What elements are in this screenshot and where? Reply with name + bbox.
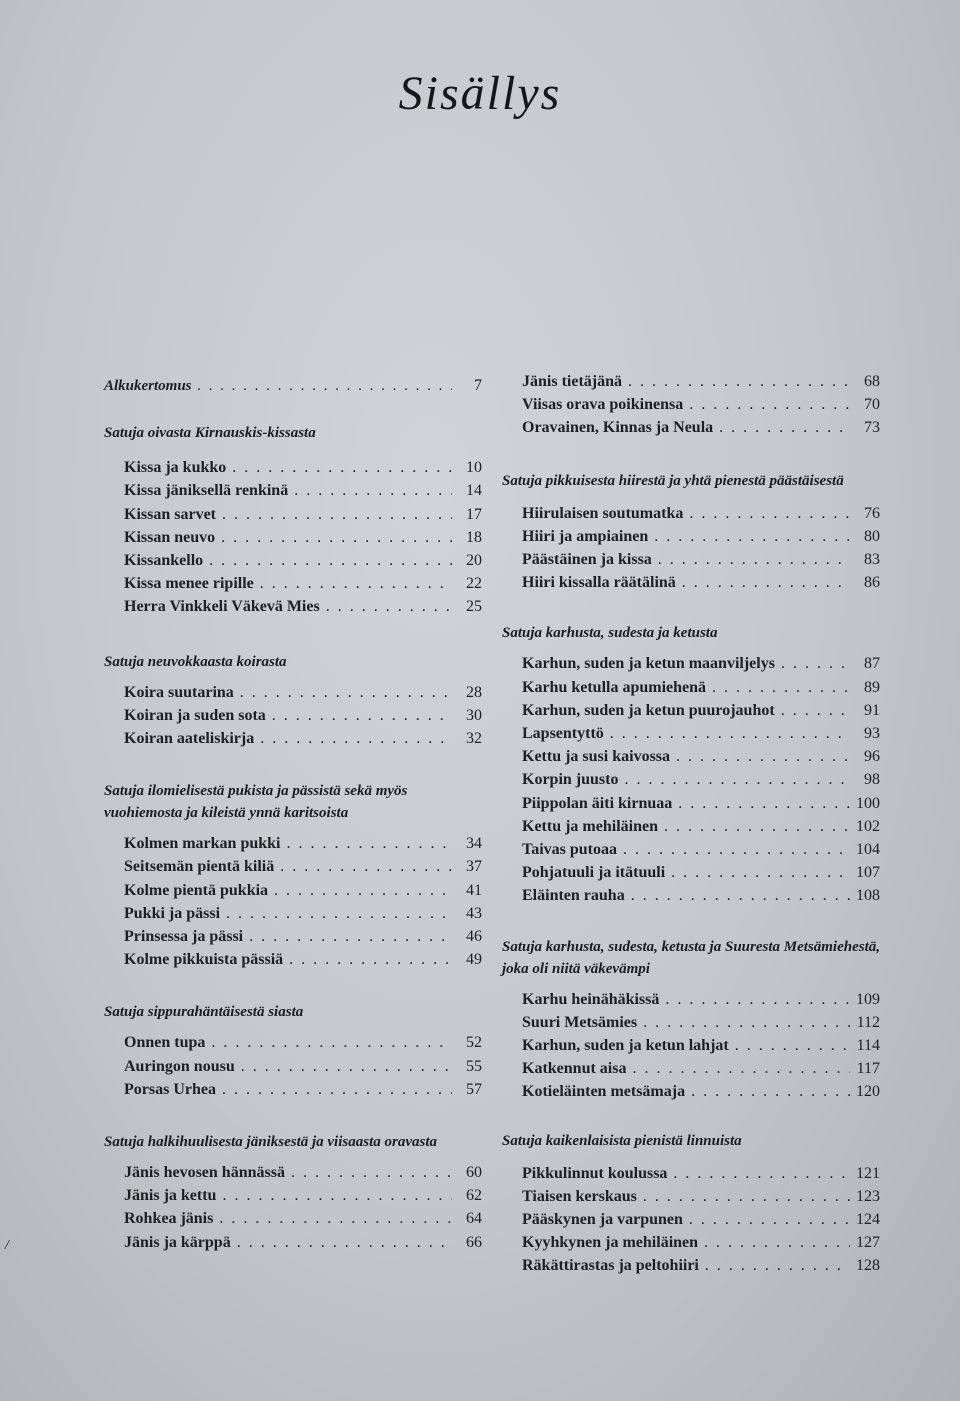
toc-entry [522,722,880,745]
page-number: 18 [466,528,482,546]
page-number: 108 [856,887,880,905]
margin-mark: / [5,1238,9,1253]
dot-leader [291,1161,452,1184]
toc-entry [124,456,482,479]
entry-title: Jänis hevosen hännässä [124,1164,285,1182]
dot-leader [671,861,850,884]
entry-title: Jänis ja kärppä [124,1233,231,1251]
dot-leader [222,1184,452,1207]
entry-title: Porsas Urhea [124,1080,216,1098]
page-number: 43 [466,904,482,922]
dot-leader [272,704,452,727]
page-number: 55 [466,1057,482,1075]
entry-title: Tiaisen kerskaus [522,1187,637,1205]
section-title: Satuja karhusta, sudesta ja ketusta [502,625,718,642]
page-number: 121 [856,1164,880,1182]
dot-leader [326,595,452,618]
toc-entry [522,745,880,768]
page-number: 25 [466,598,482,616]
toc-entry [124,1184,482,1207]
toc-section [502,370,880,440]
toc-section [104,651,482,751]
entry-title: Karhu ketulla apumiehenä [522,678,707,696]
dot-leader [689,1208,850,1231]
page-number: 64 [466,1210,482,1228]
toc-entry [124,479,482,502]
dot-leader [211,1031,452,1054]
page-number: 62 [466,1187,482,1205]
dot-leader [676,745,850,768]
entry-title: Koiran ja suden sota [124,706,266,724]
section-title: Satuja karhusta, sudesta, ketusta ja Suuresta Metsämiehestä, joka oli niitä väkevämpi [502,938,881,977]
toc-entry [522,1208,880,1231]
page-number: 28 [466,683,482,701]
dot-leader [221,526,452,549]
page-title: Sisällys [398,67,562,120]
dot-leader [289,948,452,971]
dot-leader [632,1057,850,1080]
dot-leader [237,1231,452,1254]
toc-entry [124,948,482,971]
dot-leader [781,652,850,675]
page-number: 52 [466,1034,482,1052]
toc-entry [522,1254,880,1277]
page-number: 17 [466,505,482,523]
entry-title: Rohkea jänis [124,1210,214,1228]
dot-leader [735,1034,850,1057]
entry-title: Karhu heinähäkissä [522,990,660,1008]
entry-title: Koiran aateliskirja [124,730,255,748]
entry-title: Kyyhkynen ja mehiläinen [522,1234,699,1252]
entry-title: Hiiri kissalla räätälinä [522,574,676,592]
toc-entry [124,1031,482,1054]
page-number: 37 [466,858,482,876]
entry-title: Kissan sarvet [124,505,216,523]
toc-entry [522,502,880,525]
toc-entry [104,374,482,398]
page-number: 60 [466,1164,482,1182]
page-number: 98 [864,771,880,789]
entry-title: Karhun, suden ja ketun maanviljelys [522,655,775,673]
dot-leader [222,503,452,526]
dot-leader [665,988,850,1011]
toc-entry [522,1185,880,1208]
page-number: 91 [864,701,880,719]
page-number: 93 [864,725,880,743]
toc-entry [522,884,880,907]
entry-title: Päästäinen ja kissa [522,551,652,569]
dot-leader [241,1055,452,1078]
entry-title: Oravainen, Kinnas ja Neula [522,419,714,437]
entry-title: Viisas orava poikinensa [522,396,684,414]
dot-leader [689,502,850,525]
page-number: 86 [864,574,880,592]
toc-entry [522,1011,880,1034]
entry-title: Pääskynen ja varpunen [522,1211,683,1229]
toc-entry [522,792,880,815]
toc-section [104,1131,482,1254]
dot-leader [673,1162,850,1185]
toc-entry [124,1231,482,1254]
page-number: 49 [466,951,482,969]
dot-leader [704,1231,850,1254]
dot-leader [705,1254,850,1277]
entry-title: Katkennut aisa [522,1060,627,1078]
entry-title: Seitsemän pientä kiliä [124,858,275,876]
dot-leader [222,1078,452,1101]
dot-leader [658,548,850,571]
dot-leader [260,727,452,750]
entry-title: Pikkulinnut koulussa [522,1164,668,1182]
page-number: 22 [466,575,482,593]
page-number: 112 [856,1013,880,1031]
dot-leader [628,370,850,393]
entry-title: Herra Vinkkeli Väkevä Mies [124,598,320,616]
toc-section [104,422,482,618]
entry-title: Korpin juusto [522,771,619,789]
page-number: 83 [864,551,880,569]
page-number: 46 [466,928,482,946]
dot-leader [623,838,850,861]
toc-entry [522,768,880,791]
toc-entry [124,879,482,902]
page-number: 57 [466,1080,482,1098]
page-number: 128 [856,1257,880,1275]
dot-leader [209,549,452,572]
page-number: 20 [466,552,482,570]
toc-entry [522,1057,880,1080]
entry-title: Prinsessa ja pässi [124,928,244,946]
toc-entry [522,676,880,699]
toc-entry [124,549,482,572]
toc-right-column [502,370,880,1278]
entry-title: Kissan neuvo [124,528,216,546]
toc-entry [522,571,880,594]
page-number: 89 [864,678,880,696]
page-number: 123 [856,1187,880,1205]
toc-entry [522,416,880,439]
toc-entry [522,652,880,675]
toc-entry [124,704,482,727]
entry-title: Kolme pientä pukkia [124,881,269,899]
dot-leader [286,832,452,855]
toc-entry [522,861,880,884]
section-title: Satuja sippurahäntäisestä siasta [104,1004,304,1021]
dot-leader [240,681,452,704]
toc-entry [124,1161,482,1184]
dot-leader [232,456,452,479]
toc-entry [124,1207,482,1230]
section-title: Satuja neuvokkaasta koirasta [104,653,287,670]
dot-leader [781,699,850,722]
page-number: 41 [466,881,482,899]
toc-section [502,470,880,595]
entry-title: Jänis ja kettu [124,1187,217,1205]
toc-entry [124,727,482,750]
section-title: Satuja kaikenlaisista pienistä linnuista [502,1132,742,1149]
toc-section [502,936,880,1104]
dot-leader [689,393,850,416]
toc-section [502,1130,880,1278]
toc-entry [124,1078,482,1101]
page-number: 102 [856,817,880,835]
toc-entry [522,1034,880,1057]
entry-title: Lapsentyttö [522,725,604,743]
entry-title: Kolmen markan pukki [124,835,281,853]
page-number: 30 [466,706,482,724]
page-number: 120 [856,1083,880,1101]
page-number: 114 [856,1037,880,1055]
entry-title: Karhun, suden ja ketun lahjat [522,1037,729,1055]
toc-entry [124,681,482,704]
toc-entry [124,503,482,526]
dot-leader [294,479,452,502]
toc-entry [124,572,482,595]
toc-entry [124,526,482,549]
section-title: Satuja oivasta Kirnauskis-kissasta [104,425,316,442]
dot-leader [219,1207,452,1230]
dot-leader [226,902,452,925]
section-title: Satuja pikkuisesta hiirestä ja yhtä pienestä päästäisestä [502,472,844,489]
entry-title: Karhun, suden ja ketun puurojauhot [522,701,775,719]
dot-leader [643,1011,850,1034]
toc-entry [124,855,482,878]
dot-leader [249,925,452,948]
entry-title: Kettu ja susi kaivossa [522,748,671,766]
page-number: 124 [856,1211,880,1229]
toc-entry [522,838,880,861]
entry-title: Jänis tietäjänä [522,373,622,390]
page-number: 66 [466,1233,482,1251]
page-number: 14 [466,482,482,500]
entry-title: Suuri Metsämies [522,1013,638,1031]
page-number: 96 [864,748,880,766]
dot-leader [274,879,452,902]
page-number: 117 [856,1060,880,1078]
entry-title: Kissankello [124,552,204,570]
toc-entry [522,1162,880,1185]
section-title: Satuja ilomielisestä pukista ja pässistä sekä myös vuohiemosta ja kileistä ynnä karitsoista [104,783,408,822]
page-number: 34 [466,835,482,853]
page-number: 109 [856,990,880,1008]
page-number: 32 [466,730,482,748]
page-number: 73 [864,419,880,437]
dot-leader [260,572,452,595]
dot-leader [654,525,850,548]
page-number: 100 [856,794,880,812]
dot-leader [682,571,850,594]
entry-title: Auringon nousu [124,1057,235,1075]
dot-leader [678,792,850,815]
toc-entry [522,548,880,571]
section-title: Alkukertomus [104,378,192,394]
entry-title: Kolme pikkuista pässiä [124,951,284,969]
page-number: 127 [856,1234,880,1252]
toc-entry [124,595,482,618]
page-number: 80 [864,527,880,545]
toc-entry [124,902,482,925]
toc-left-column [104,370,482,1254]
entry-title: Kissa menee ripille [124,575,254,593]
dot-leader [719,416,850,439]
page-number: 70 [864,396,880,414]
entry-title: Hiirulaisen soutumatka [522,504,684,522]
entry-title: Räkättirastas ja peltohiiri [522,1257,699,1275]
toc-section [502,622,880,907]
toc-entry [522,699,880,722]
toc-entry [522,815,880,838]
entry-title: Koira suutarina [124,683,234,701]
dot-leader [631,884,850,907]
toc-entry [522,1231,880,1254]
entry-title: Hiiri ja ampiainen [522,527,649,545]
entry-title: Onnen tupa [124,1034,206,1052]
dot-leader [691,1080,850,1103]
page-number: 10 [466,459,482,477]
page-number: 107 [856,864,880,882]
toc-entry [522,370,880,393]
entry-title: Kissa ja kukko [124,459,227,477]
toc-entry [124,925,482,948]
dot-leader [624,768,850,791]
toc-entry [522,988,880,1011]
entry-title: Kissa jäniksellä renkinä [124,482,289,500]
dot-leader [712,676,850,699]
dot-leader [198,375,452,398]
toc-entry [522,393,880,416]
dot-leader [664,815,850,838]
entry-title: Kettu ja mehiläinen [522,817,658,835]
toc-entry [522,525,880,548]
toc-entry [124,1055,482,1078]
toc-section [104,780,482,971]
toc-entry [522,1080,880,1103]
entry-title: Pohjatuuli ja itätuuli [522,864,666,882]
toc-section [104,1001,482,1101]
dot-leader [280,855,452,878]
entry-title: Piippolan äiti kirnuaa [522,794,673,812]
toc-section [104,374,482,398]
page-number: 7 [474,377,482,394]
dot-leader [610,722,850,745]
entry-title: Kotieläinten metsämaja [522,1083,686,1101]
page-number: 76 [864,504,880,522]
page-number: 104 [856,841,880,859]
page-number: 87 [864,655,880,673]
entry-title: Taivas putoaa [522,841,617,859]
dot-leader [643,1185,850,1208]
entry-title: Eläinten rauha [522,887,625,905]
section-title: Satuja halkihuulisesta jäniksestä ja viisaasta oravasta [104,1134,437,1151]
page-number: 68 [864,373,880,390]
entry-title: Pukki ja pässi [124,904,221,922]
toc-entry [124,832,482,855]
